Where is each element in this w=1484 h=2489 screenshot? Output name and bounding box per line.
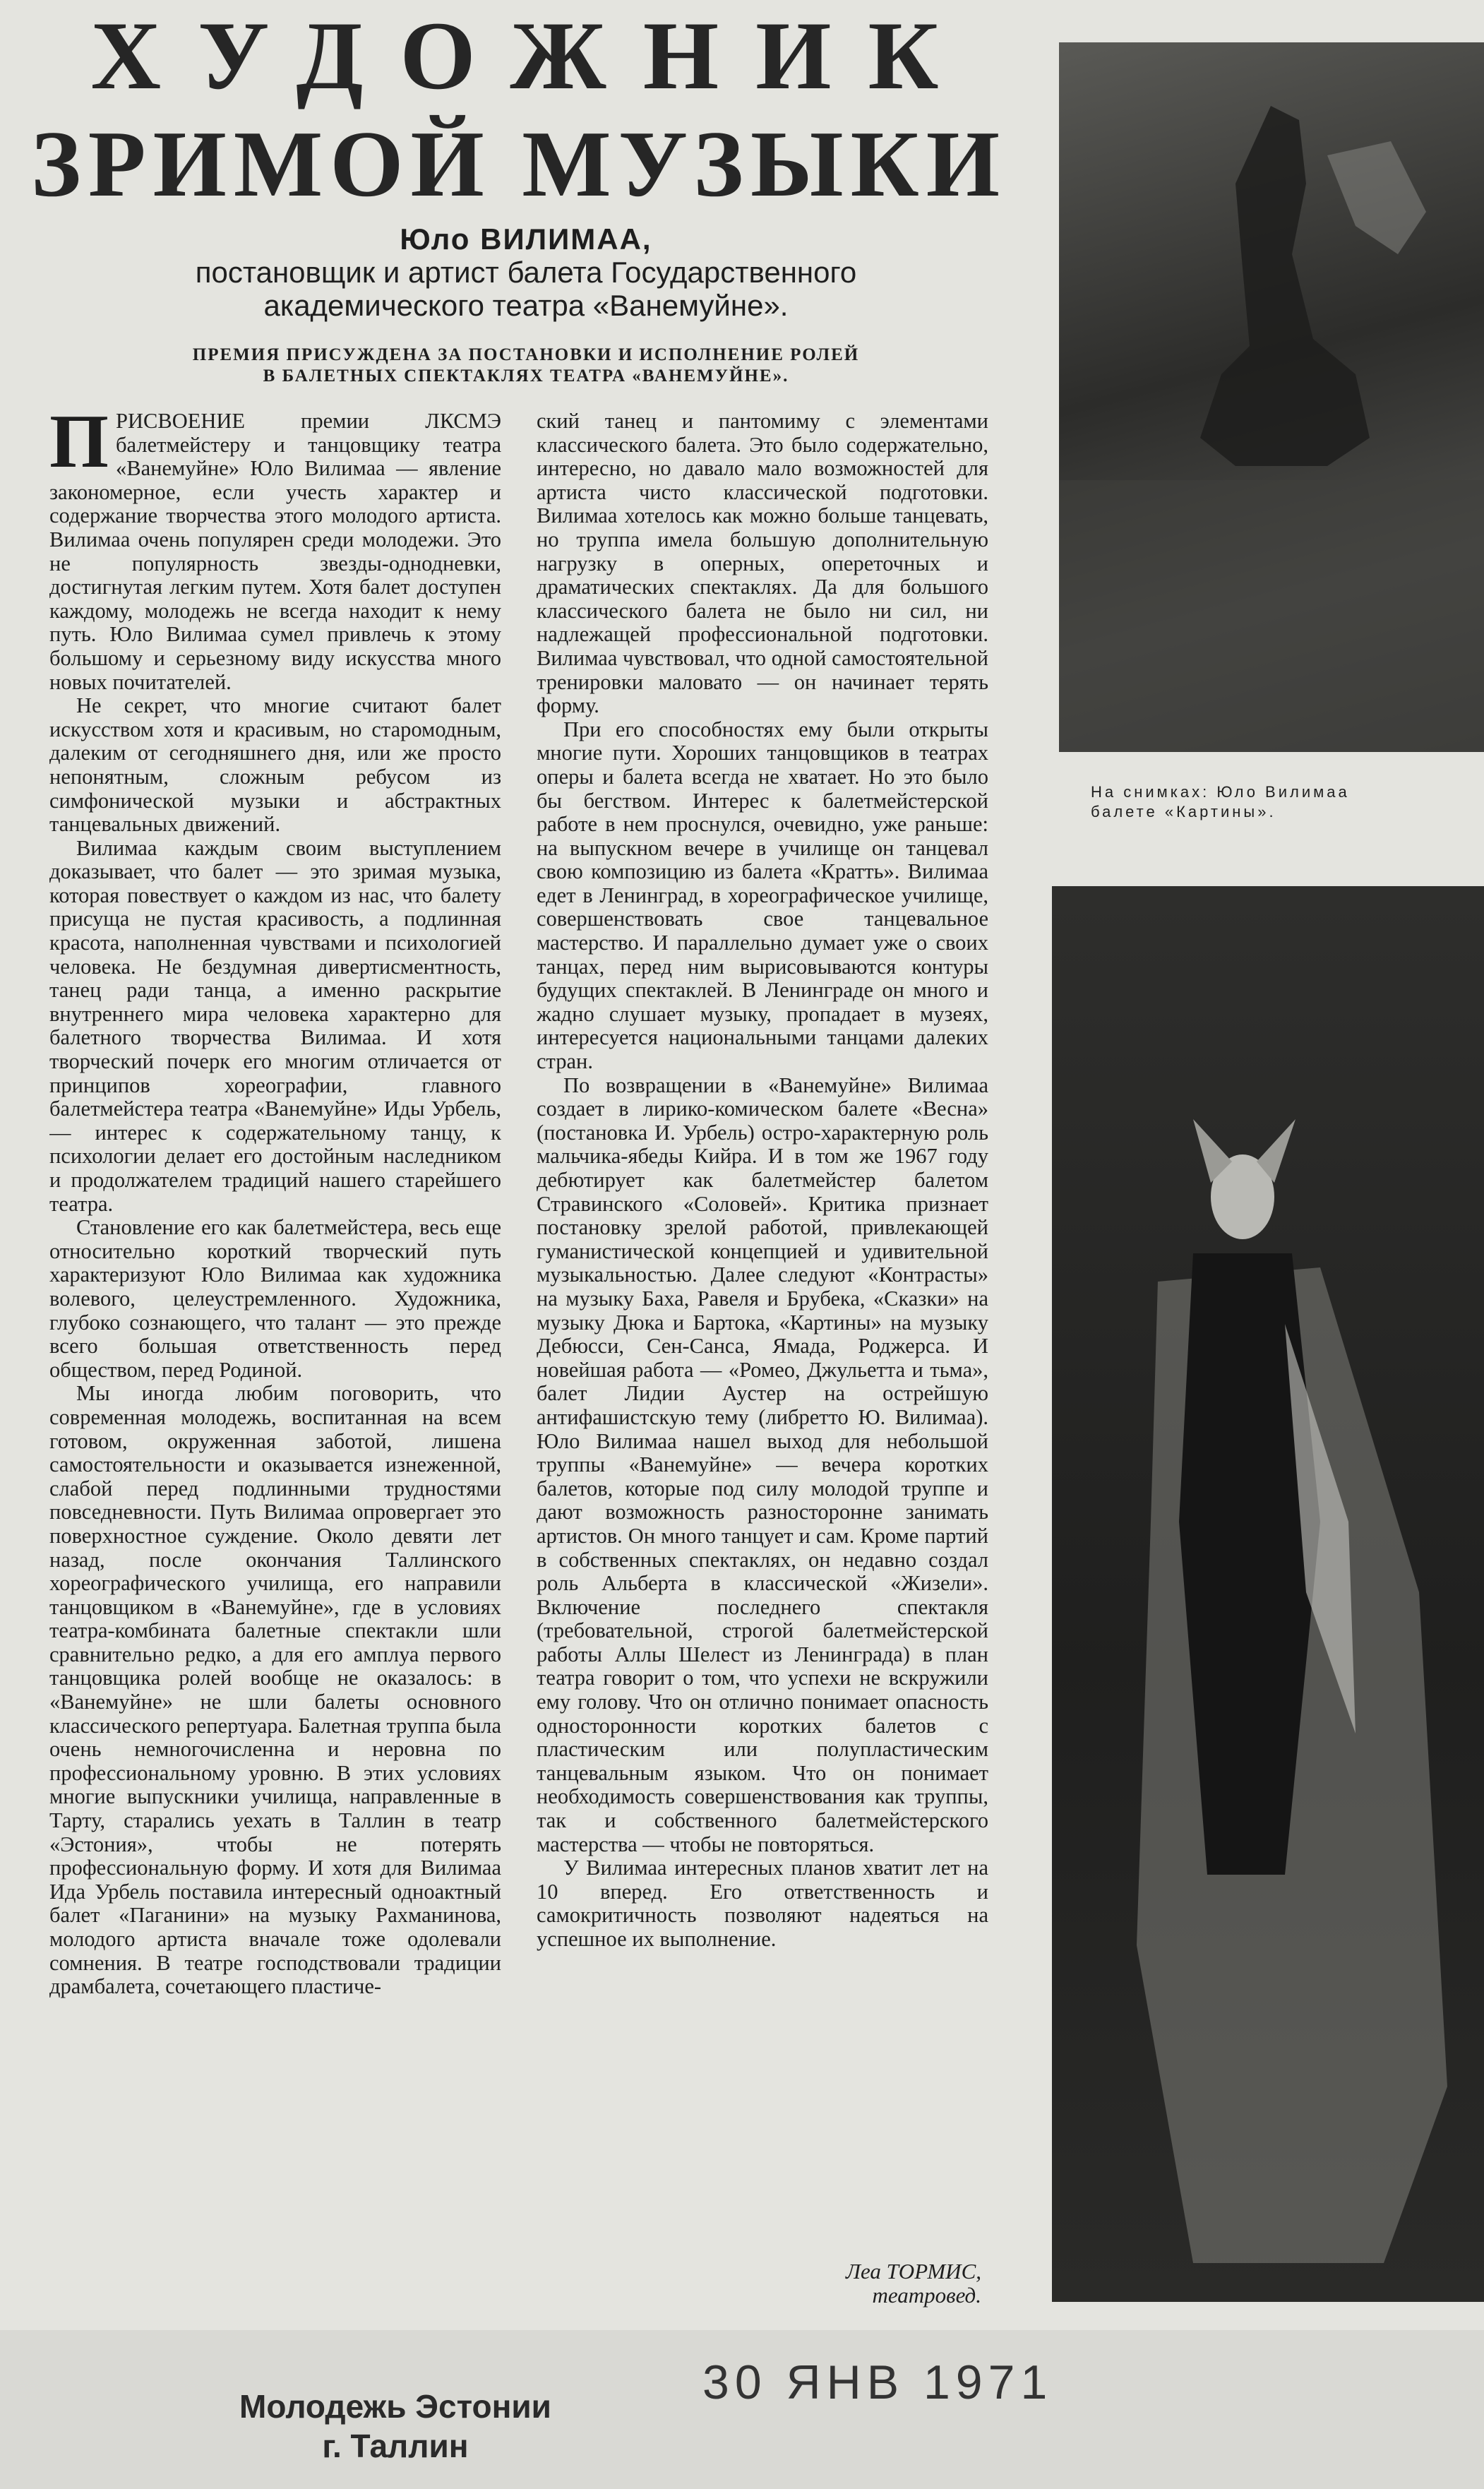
paragraph: Вилимаа каждым своим выступлением доказывает, что балет — это зримая музыка, которая повествует о каждом из нас, что балету присуща не пустая красивость, а подлинная красота, наполненная чувствами и психологией человека. Не бездумная дивертисментность, танец ради танца, а именно раскрытие внутреннего мира человека характерно для балетного творчества Вилимаа. И хотя творческий почерк его многим отличается от принципов хореографии, главного балетмейстера театра «Ванемуйне» Иды Урбель, — интерес к содержательному танцу, к психологии делает его достойным наследником и продолжателем традиций нашего старейшего театра. <box>49 835 501 1216</box>
dancer-caped-silhouette <box>1052 886 1484 2302</box>
drop-cap: П <box>49 410 109 484</box>
paragraph-text: РИСВОЕНИЕ премии ЛКСМЭ балетмейстеру и танцовщику театра «Ванемуйне» Юло Вилимаа — явление закономерное, если учесть характер и содержание творчества этого молодого артиста. Вилимаа очень популярен среди молодежи. Это не популярность звезды-однодневки, достигнутая легким путем. Хотя балет доступен каждому, молодежь не всегда находит к нему путь. Юло Вилимаа сумел привлечь к этому большому и серьезному виду искусства много новых почитателей. <box>49 410 501 694</box>
paragraph: По возвращении в «Ванемуйне» Вилимаа создает в лирико-комическом балете «Весна» (постановка И. Урбель) остро-характерную роль мальчика-ябеды Кийра. И в том же 1967 году дебютирует как балетмейстер балетом Стравинского «Соловей». Критика признает постановку зрелой работой, привлекающей гуманистической концепцией и удивительной музыкальностью. Далее следуют «Контрасты» на музыку Баха, Равеля и Брубека, «Сказки» на музыку Дюка и Бартока, «Картины» на музыку Дебюсси, Сен-Санса, Ямада, Роджерса. И новейшая работа — «Ромео, Джульетта и тьма», балет Лидии Аустер на острейшую антифашистскую тему (либретто Ю. Вилимаа). Юло Вилимаа нашел выход для небольшой труппы «Ванемуйне» — вечера коротких балетов, которые под силу молодой труппе и дают возможность разносторонне занимать артистов. Он много танцует и сам. Кроме партий в собственных спектаклях, он недавно создал роль Альберта в классической «Жизели». Включение последнего спектакля (требовательной, строгой балетмейстерской работы Аллы Шелест из Ленинграда) в план театра говорит о том, что успехи не вскружили ему голову. Что он отлично понимает опасность односторонности коротких балетов с пластическим или полупластическим танцевальным языком. Что он понимает необходимость совершенствования как труппы, так и собственного балетмейстерского мастерства — чтобы не повторяться. <box>537 1073 988 1856</box>
paragraph <box>49 410 501 694</box>
paragraph: Становление его как балетмейстера, весь еще относительно короткий творческий путь характеризуют Юло Вилимаа как художника волевого, целеустремленного. Художника, глубоко сознающего, что талант — это прежде всего большая ответственность перед обществом, перед Родиной. <box>49 1215 501 1382</box>
publication-city: г. Таллин <box>322 2428 469 2464</box>
signature-role: театровед. <box>872 2283 981 2308</box>
prize-note <box>113 345 939 387</box>
byline-role-line-1: постановщик и артист балета Государственного <box>195 256 857 289</box>
photo-caption <box>1091 782 1444 822</box>
paragraph: Мы иногда любим поговорить, что современная молодежь, воспитанная на всем готовом, окруженная заботой, лишена самостоятельности и оказывается изнеженной, слабой перед подлинными трудностями повседневности. Путь Вилимаа опровергает это поверхностное суждение. Около девяти лет назад, после окончания Таллинского хореографического училища, его направили танцовщиком в «Ванемуйне», где в условиях театра-комбината балетные спектакли шли сравнительно редко, а для его амплуа первого танцовщика ролей вообще не оказалось: в «Ванемуйне» не шли балеты основного классического репертуара. Балетная труппа была очень немногочисленна и неровна по профессиональному уровню. В этих условиях многие выпускники училища, направленные в Тарту, старались уехать в Таллин в театр «Эстония», чтобы не потерять профессиональную форму. И хотя для Вилимаа Ида Урбель поставила интересный одноактный балет «Паганини» на музыку Рахманинова, молодого артиста вначале тоже одолевали сомнения. В театре господствовали традиции драмбалета, сочетающего пластиче- <box>49 1381 501 1999</box>
publication-stamp <box>198 2387 593 2466</box>
caption-line-1: На снимках: Юло Вилимаа <box>1091 783 1350 801</box>
dancer-photo-bottom <box>1052 886 1484 2302</box>
article-column-2 <box>537 410 988 2288</box>
publication-name: Молодежь Эстонии <box>239 2388 551 2425</box>
paragraph: При его способностях ему были открыты многие пути. Хороших танцовщиков в театрах оперы и балета всегда не хватает. Но это было бы бегством. Интерес к балетмейстерской работе в нем проснулся, очевидно, уже раньше: на выпускном вечере в училище он танцевал свою композицию из балета «Кратть». Вилимаа едет в Ленинград, в хореографическое училище, совершенствовать свое танцевальное мастерство. И параллельно думает уже о своих танцах, перед ним вырисовываются контуры будущих спектаклей. В Ленинграде он много и жадно слушает музыку, пропадает в музеях, интересуется национальными танцами далеких стран. <box>537 717 988 1074</box>
date-stamp: 30 ЯНВ 1971 <box>702 2356 1053 2409</box>
dancer-photo-top <box>1059 42 1484 752</box>
headline-line-2: ЗРИМОЙ МУЗЫКИ <box>31 112 1007 216</box>
headline-line-1: ХУДОЖНИК <box>90 1 976 109</box>
article-column-1 <box>49 410 501 2288</box>
byline-author: Юло ВИЛИМАА, <box>400 222 652 256</box>
paragraph: У Вилимаа интересных планов хватит лет на 10 вперед. Его ответственность и самокритичность позволяют надеяться на успешное их выполнение. <box>537 1856 988 1951</box>
paragraph: ский танец и пантомиму с элементами классического балета. Это было содержательно, интересно, но давало мало возможностей для артиста чисто классической подготовки. Вилимаа хотелось как можно больше танцевать, но труппа имела большую дополнительную нагрузку в оперных, опереточных и драматических спектаклях. Да для большого классического балета не было ни сил, ни надлежащей профессиональной подготовки. Вилимаа чувствовал, что одной самостоятельной тренировки маловато — он начинает терять форму. <box>537 410 988 718</box>
signature <box>727 2260 981 2308</box>
prize-note-line-2: В БАЛЕТНЫХ СПЕКТАКЛЯХ ТЕАТРА «ВАНЕМУЙНЕ». <box>263 366 789 386</box>
byline <box>99 222 953 322</box>
caption-line-2: балете «Картины». <box>1091 803 1276 820</box>
signature-name: Леа ТОРМИС, <box>845 2259 981 2284</box>
prize-note-line-1: ПРЕМИЯ ПРИСУЖДЕНА ЗА ПОСТАНОВКИ И ИСПОЛНЕНИЕ РОЛЕЙ <box>192 345 860 364</box>
dancer-seated-silhouette <box>1059 42 1484 752</box>
byline-role-line-2: академического театра «Ванемуйне». <box>263 289 789 322</box>
paragraph: Не секрет, что многие считают балет искусством хотя и красивым, но старомодным, далеким от сегодняшнего дня, или же просто непонятным, сложным ребусом из симфонической музыки и абстрактных танцевальных движений. <box>49 693 501 837</box>
